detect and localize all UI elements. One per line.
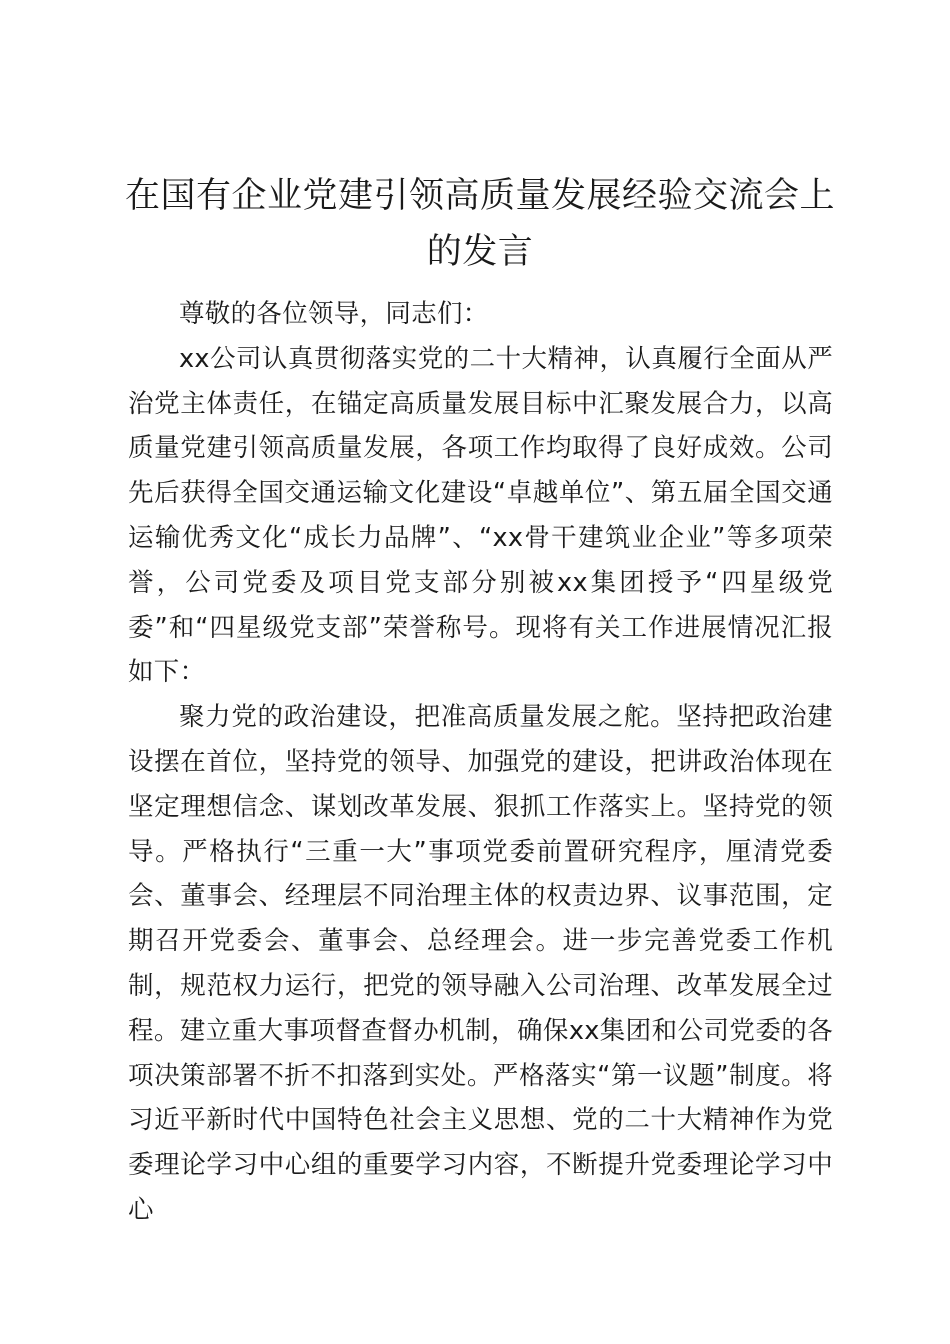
salutation-paragraph: 尊敬的各位领导，同志们： — [179, 299, 489, 329]
intro-paragraph: xx公司认真贯彻落实党的二十大精神，认真履行全面从严治党主体责任，在锚定高质量发展目标中汇聚发展合力，以高质量党建引领高质量发展，各项工作均取得了良好成效。公司先后获得全国交通运输文化建设“卓越单位”、第五届全国交通运输优秀文化“成长力品牌”、“xx骨干建筑业企业”等多项荣誉，公司党委及项目党支部分别被xx集团授予“四星级党委”和“四星级党支部”荣誉称号。现将有关工作进展情况汇报如下： — [128, 343, 833, 688]
document-title: 在国有企业党建引领高质量发展经验交流会上的发言 — [124, 176, 835, 272]
political-building-paragraph: 聚力党的政治建设，把准高质量发展之舵。坚持把政治建设摆在首位，坚持党的领导、加强党的建设，把讲政治体现在坚定理想信念、谋划改革发展、狠抓工作落实上。坚持党的领导。严格执行“三重一大”事项党委前置研究程序，厘清党委会、董事会、经理层不同治理主体的权责边界、议事范围，定期召开党委会、董事会、总经理会。进一步完善党委工作机制，规范权力运行，把党的领导融入公司治理、改革发展全过程。建立重大事项督查督办机制，确保xx集团和公司党委的各项决策部署不折不扣落到实处。严格落实“第一议题”制度。将习近平新时代中国特色社会主义思想、党的二十大精神作为党委理论学习中心组的重要学习内容，不断提升党委理论学习中心 — [128, 702, 833, 1225]
document-body — [128, 292, 833, 1233]
